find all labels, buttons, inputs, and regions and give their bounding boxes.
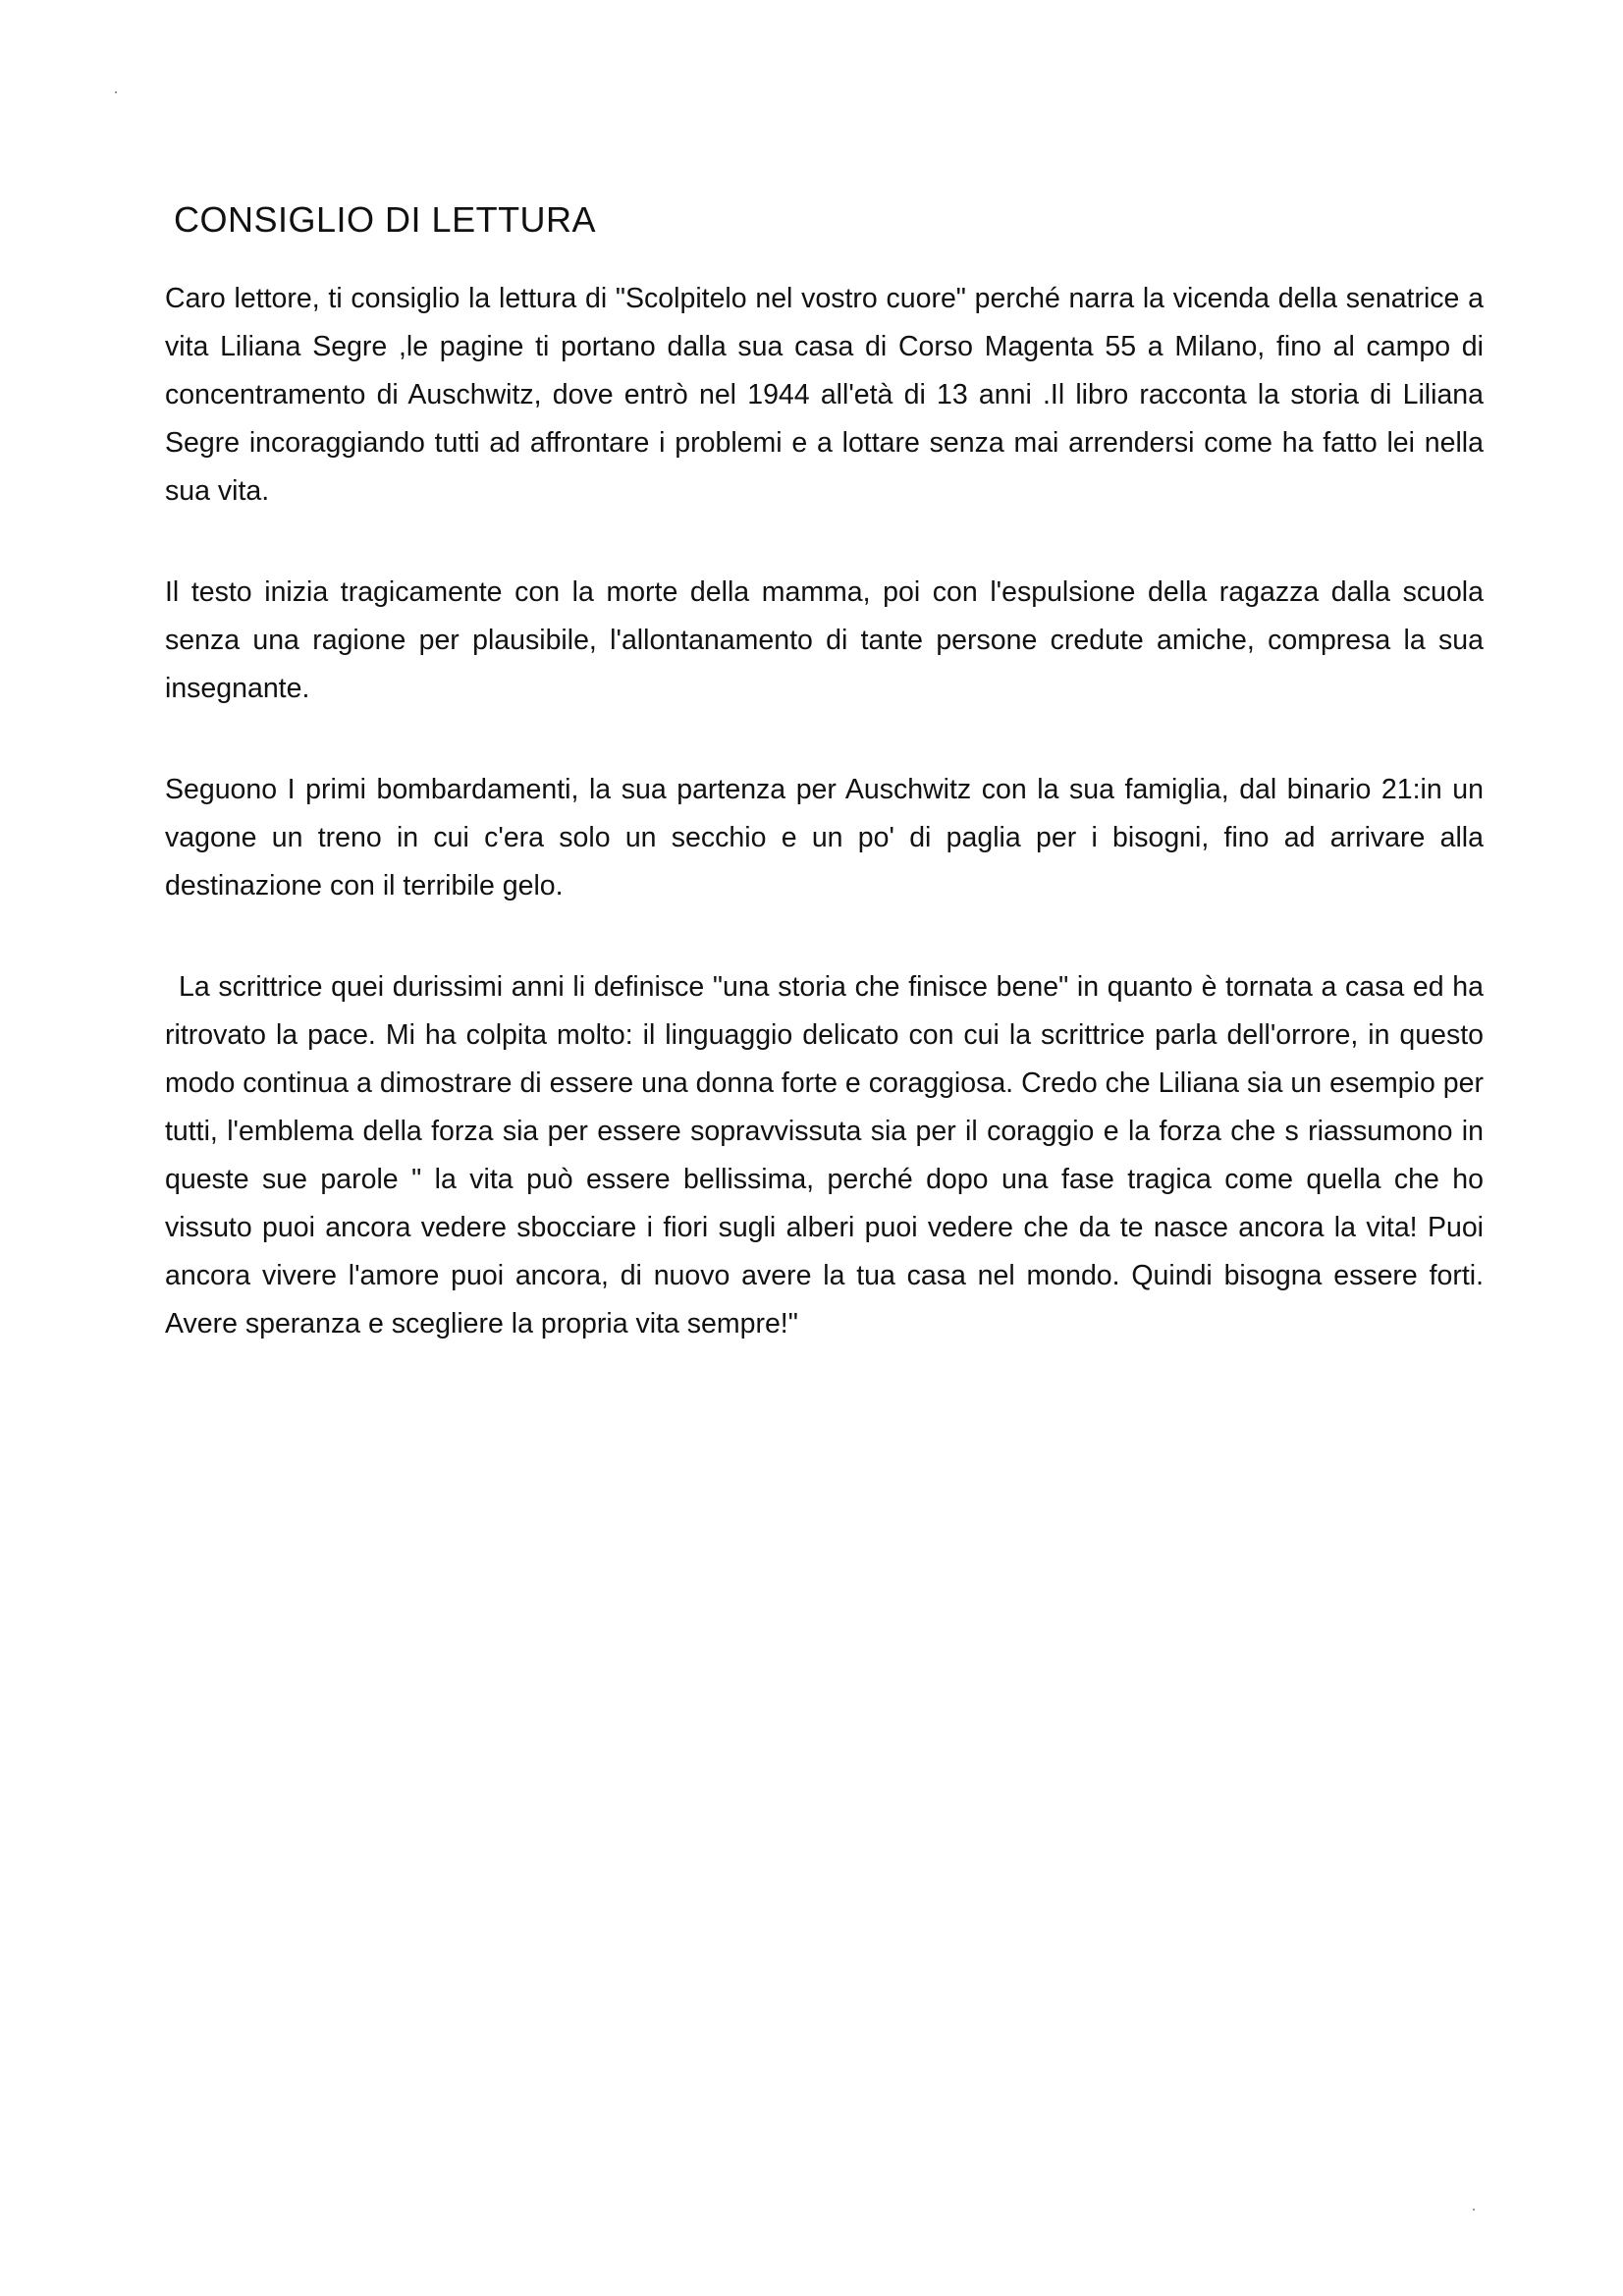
paragraph: La scrittrice quei durissimi anni li definisce "una storia che finisce bene" in quanto è tornata a casa ed ha ritrovato la pace. Mi ha colpita molto: il linguaggio delicato con cui la scrittrice parla dell'orrore, in questo modo continua a dimostrare di essere una donna forte e coraggiosa. Credo che Liliana sia un esempio per tutti, l'emblema della forza sia per essere sopravvissuta sia per il coraggio e la forza che s riassumono in queste sue parole " la vita può essere bellissima, perché dopo una fase tragica come quella che ho vissuto puoi ancora vedere sbocciare i fiori sugli alberi puoi vedere che da te nasce ancora la vita! Puoi ancora vivere l'amore puoi ancora, di nuovo avere la tua casa nel mondo. Quindi bisogna essere forti. Avere speranza e scegliere la propria vita sempre!" bbox=[165, 971, 1484, 1339]
document-title: CONSIGLIO DI LETTURA bbox=[174, 199, 597, 240]
paragraph: Seguono I primi bombardamenti, la sua partenza per Auschwitz con la sua famiglia, dal binario 21:in un vagone un treno in cui c'era solo un secchio e un po' di paglia per i bisogni, fino ad arrivare alla destinazione con il terribile gelo. bbox=[165, 774, 1484, 902]
paragraph: Caro lettore, ti consiglio la lettura di "Scolpitelo nel vostro cuore" perché narra la vicenda della senatrice a vita Liliana Segre ,le pagine ti portano dalla sua casa di Corso Magenta 55 a Milano, fino al campo di concentramento di Auschwitz, dove entrò nel 1944 all'età di 13 anni .Il libro racconta la storia di Liliana Segre incoraggiando tutti ad affrontare i problemi e a lottare senza mai arrendersi come ha fatto lei nella sua vita. bbox=[165, 283, 1484, 507]
scan-speck bbox=[1473, 2209, 1475, 2211]
scan-speck bbox=[115, 91, 117, 93]
document-body bbox=[165, 275, 1484, 1348]
paragraph: Il testo inizia tragicamente con la morte della mamma, poi con l'espulsione della ragazza dalla scuola senza una ragione per plausibile, l'allontanamento di tante persone credute amiche, compresa la sua insegnante. bbox=[165, 576, 1484, 704]
